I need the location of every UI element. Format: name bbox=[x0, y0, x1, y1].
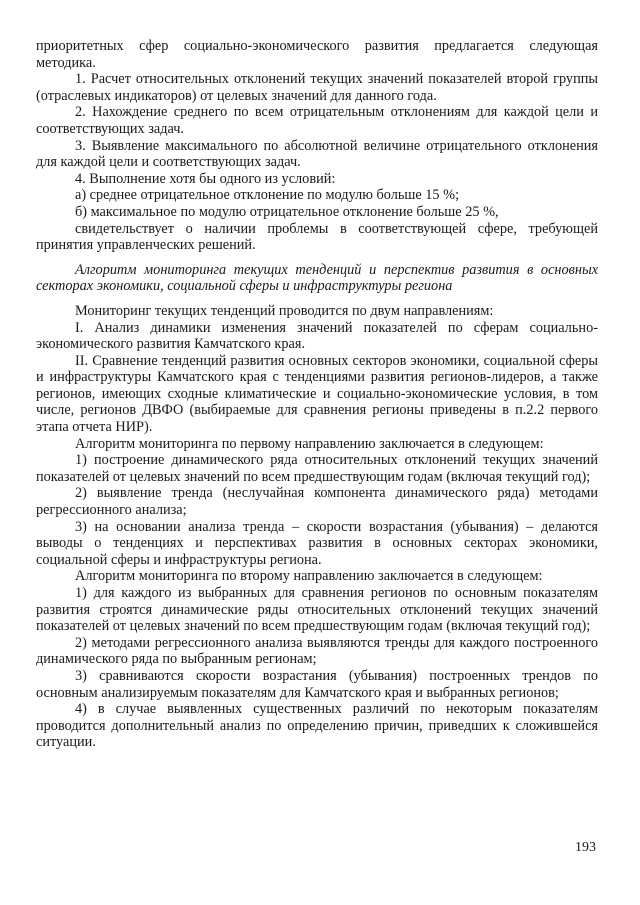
paragraph-step-4: 4. Выполнение хотя бы одного из условий: bbox=[75, 170, 336, 187]
paragraph-first-algorithm-step-3: 3) на основании анализа тренда – скорости возрастания (убывания) – делаются выводы о тенденциях и перспективах развития в основных секторах экономики, социальной сферы и инфраструктуры региона. bbox=[36, 518, 598, 568]
section-heading: Алгоритм мониторинга текущих тенденций и перспектив развития в основных секторах экономики, социальной сферы и инфраструктуры региона bbox=[36, 261, 598, 295]
paragraph-step-1: 1. Расчет относительных отклонений текущих значений показателей второй группы (отраслевых индикаторов) от целевых значений для данного года. bbox=[36, 71, 598, 104]
paragraph-condition-a: а) среднее отрицательное отклонение по модулю больше 15 %; bbox=[75, 187, 460, 204]
paragraph-condition-b: б) максимальное по модулю отрицательное отклонение больше 25 %, bbox=[75, 203, 499, 220]
paragraph-first-algorithm-step-2: 2) выявление тренда (неслучайная компонента динамического ряда) методами регрессионного анализа; bbox=[36, 485, 598, 519]
paragraph-step-3: 3. Выявление максимального по абсолютной величине отрицательного отклонения для каждой цели и соответствующих задач. bbox=[36, 137, 598, 171]
body-text-section-2 bbox=[36, 303, 598, 751]
paragraph-methodology-intro: приоритетных сфер социально-экономического развития предлагается следующая методика. bbox=[36, 38, 598, 71]
paragraph-second-algorithm-step-1: 1) для каждого из выбранных для сравнения регионов по основным показателям развития строятся динамические ряды относительных отклонений текущих значений показателей от целевых значений по всем предшествующим годам (включая текущий год); bbox=[36, 585, 598, 635]
paragraph-conclusion: свидетельствует о наличии проблемы в соответствующей сфере, требующей принятия управленческих решений. bbox=[36, 220, 598, 254]
document-page bbox=[36, 38, 598, 751]
paragraph-direction-2: II. Сравнение тенденций развития основных секторов экономики, социальной сферы и инфраструктуры Камчатского края с тенденциями развития регионов-лидеров, а также регионов, имеющих сходные климатические и социально-экономические условия, в том числе, регионов ДВФО (выбираемые для сравнения регионы приведены в п.2.2 первого этапа отчета НИР). bbox=[36, 352, 598, 436]
paragraph-first-algorithm-intro: Алгоритм мониторинга по первому направлению заключается в следующем: bbox=[75, 435, 544, 452]
paragraph-second-algorithm-step-3: 3) сравниваются скорости возрастания (убывания) построенных трендов по основным анализируемым показателям для Камчатского края и выбранных регионов; bbox=[36, 667, 598, 701]
paragraph-monitoring-intro: Мониторинг текущих тенденций проводится по двум направлениям: bbox=[75, 302, 494, 319]
paragraph-direction-1: I. Анализ динамики изменения значений показателей по сферам социально-экономического развития Камчатского края. bbox=[36, 319, 598, 353]
paragraph-second-algorithm-step-4: 4) в случае выявленных существенных различий по некоторым показателям проводится дополнительный анализ по определению причин, приведших к сложившейся ситуации. bbox=[36, 701, 598, 751]
paragraph-second-algorithm-step-2: 2) методами регрессионного анализа выявляются тренды для каждого построенного динамического ряда по выбранным регионам; bbox=[36, 634, 598, 668]
paragraph-second-algorithm-intro: Алгоритм мониторинга по второму направлению заключается в следующем: bbox=[75, 568, 543, 585]
page-number: 193 bbox=[575, 840, 596, 855]
paragraph-step-2: 2. Нахождение среднего по всем отрицательным отклонениям для каждой цели и соответствующих задач. bbox=[36, 104, 598, 137]
body-text-section-1 bbox=[36, 38, 598, 254]
paragraph-first-algorithm-step-1: 1) построение динамического ряда относительных отклонений текущих значений показателей от целевых значений по всем предшествующим годам (включая текущий год); bbox=[36, 452, 598, 485]
